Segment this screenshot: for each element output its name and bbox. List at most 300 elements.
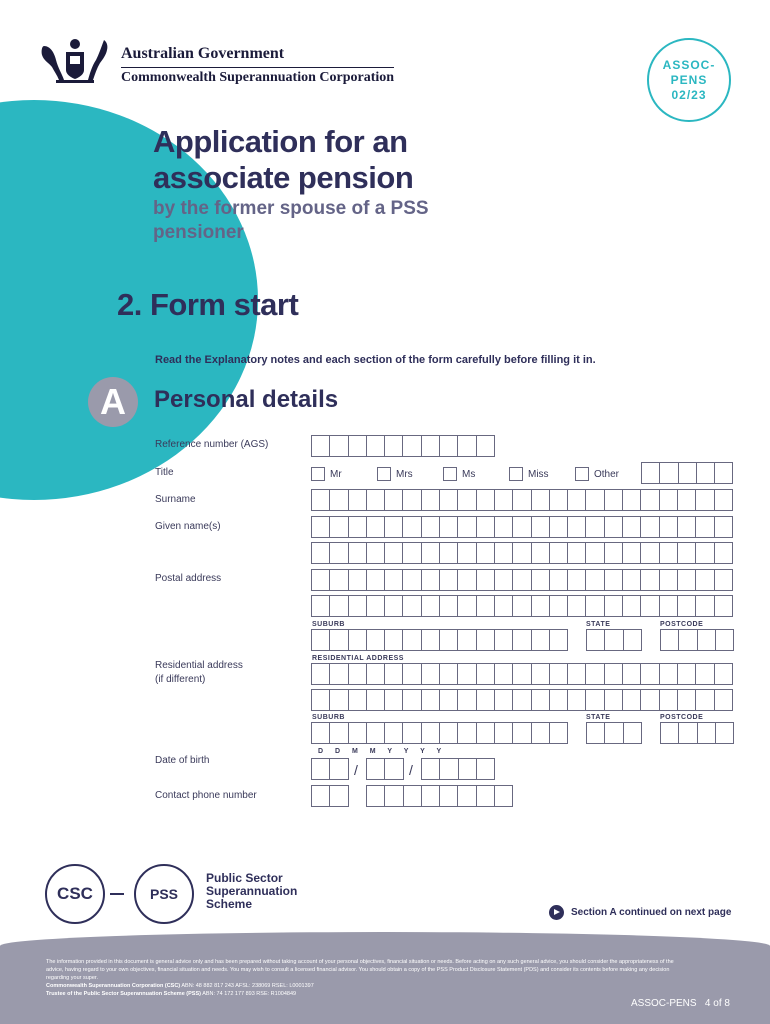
character-box[interactable]	[459, 758, 477, 780]
character-box[interactable]	[495, 663, 513, 685]
csc-logo	[45, 864, 105, 924]
title-mrs-checkbox[interactable]	[377, 467, 391, 481]
character-box[interactable]	[440, 785, 458, 807]
arrow-right-icon	[549, 905, 564, 920]
disclaimer-text: The information provided in this document is general advice only and has been prepared without taking account of your personal objectives, financial situation or needs. Before acting on any such general advice, you should consider the appropriateness of the advice, having regard to your own objectives, financial situation and needs. You may wish to consult a licensed financial advisor. You should obtain a copy of the PSS Product Disclosure Statement (PDS) and consider its contents before making any decision regarding your super.	[46, 959, 674, 981]
character-box[interactable]	[660, 569, 678, 591]
character-box[interactable]	[568, 663, 586, 685]
character-box[interactable]	[385, 516, 403, 538]
character-box[interactable]	[532, 722, 550, 744]
character-box[interactable]	[660, 489, 678, 511]
dob-month-field[interactable]	[366, 758, 404, 780]
residential-address-field-line1[interactable]	[311, 663, 733, 685]
character-box[interactable]	[458, 722, 476, 744]
character-box[interactable]	[422, 569, 440, 591]
pss-full-name: Public Sector Superannuation Scheme	[206, 871, 298, 911]
csc-entity-numbers: ABN: 48 882 817 243 AFSL: 238069 RSEL: L0001397	[181, 983, 314, 989]
character-box[interactable]	[550, 569, 568, 591]
character-box[interactable]	[422, 663, 440, 685]
character-box[interactable]	[605, 689, 623, 711]
given-names-field-line1[interactable]	[311, 516, 733, 538]
character-box[interactable]	[440, 629, 458, 651]
postal-suburb-field[interactable]	[311, 629, 568, 651]
character-box[interactable]	[367, 595, 385, 617]
character-box[interactable]	[605, 489, 623, 511]
character-box[interactable]	[458, 542, 476, 564]
character-box[interactable]	[385, 758, 403, 780]
character-box[interactable]	[513, 569, 531, 591]
continued-note: Section A continued on next page	[571, 907, 732, 918]
character-box[interactable]	[696, 569, 714, 591]
character-box[interactable]	[495, 785, 513, 807]
character-box[interactable]	[367, 569, 385, 591]
character-box[interactable]	[330, 595, 348, 617]
character-box[interactable]	[513, 722, 531, 744]
page-number: 4 of 8	[704, 998, 730, 1009]
surname-label: Surname	[155, 494, 196, 505]
character-box[interactable]	[440, 595, 458, 617]
character-box[interactable]	[349, 435, 367, 457]
character-box[interactable]	[586, 595, 604, 617]
character-box[interactable]	[349, 663, 367, 685]
character-box[interactable]	[385, 663, 403, 685]
character-box[interactable]	[586, 569, 604, 591]
phone-number-field[interactable]	[366, 785, 513, 807]
reference-number-field[interactable]	[311, 435, 495, 457]
character-box[interactable]	[587, 629, 605, 651]
title-miss-label: Miss	[528, 469, 549, 480]
character-box[interactable]	[605, 629, 623, 651]
character-box[interactable]	[641, 516, 659, 538]
agency-name: Commonwealth Superannuation Corporation	[121, 70, 395, 85]
given-names-label: Given name(s)	[155, 521, 221, 532]
character-box[interactable]	[422, 758, 440, 780]
character-box[interactable]	[568, 569, 586, 591]
character-box[interactable]	[623, 569, 641, 591]
character-box[interactable]	[385, 489, 403, 511]
character-box[interactable]	[696, 516, 714, 538]
character-box[interactable]	[660, 542, 678, 564]
title-other-checkbox[interactable]	[575, 467, 589, 481]
character-box[interactable]	[385, 569, 403, 591]
dob-separator-2: /	[409, 762, 413, 778]
character-box[interactable]	[678, 516, 696, 538]
character-box[interactable]	[477, 595, 495, 617]
character-box[interactable]	[715, 542, 733, 564]
character-box[interactable]	[458, 595, 476, 617]
character-box[interactable]	[422, 542, 440, 564]
character-box[interactable]	[477, 542, 495, 564]
character-box[interactable]	[641, 569, 659, 591]
character-box[interactable]	[661, 722, 679, 744]
character-box[interactable]	[624, 629, 642, 651]
character-box[interactable]	[312, 629, 330, 651]
character-box[interactable]	[679, 722, 697, 744]
character-box[interactable]	[698, 722, 716, 744]
character-box[interactable]	[330, 663, 348, 685]
character-box[interactable]	[605, 516, 623, 538]
residential-state-field[interactable]	[586, 722, 642, 744]
character-box[interactable]	[660, 689, 678, 711]
character-box[interactable]	[330, 689, 348, 711]
title-mrs-label: Mrs	[396, 469, 413, 480]
pss-logo	[134, 864, 194, 924]
character-box[interactable]	[586, 663, 604, 685]
character-box[interactable]	[312, 542, 330, 564]
character-box[interactable]	[385, 629, 403, 651]
character-box[interactable]	[349, 629, 367, 651]
character-box[interactable]	[513, 663, 531, 685]
character-box[interactable]	[440, 663, 458, 685]
pss-trustee-numbers: ABN: 74 172 177 893 RSE: R1004849	[202, 991, 297, 997]
character-box[interactable]	[404, 785, 422, 807]
character-box[interactable]	[696, 489, 714, 511]
character-box[interactable]	[458, 435, 476, 457]
character-box[interactable]	[623, 595, 641, 617]
character-box[interactable]	[660, 516, 678, 538]
character-box[interactable]	[367, 785, 385, 807]
character-box[interactable]	[605, 595, 623, 617]
character-box[interactable]	[678, 663, 696, 685]
character-box[interactable]	[495, 595, 513, 617]
character-box[interactable]	[385, 595, 403, 617]
character-box[interactable]	[568, 689, 586, 711]
postal-state-field[interactable]	[586, 629, 642, 651]
character-box[interactable]	[698, 629, 716, 651]
instructions-text: Read the Explanatory notes and each section of the form carefully before filling it in.	[155, 354, 596, 366]
character-box[interactable]	[312, 595, 330, 617]
character-box[interactable]	[623, 542, 641, 564]
character-box[interactable]	[440, 542, 458, 564]
title-ms-label: Ms	[462, 469, 476, 480]
character-box[interactable]	[477, 722, 495, 744]
character-box[interactable]	[330, 435, 348, 457]
character-box[interactable]	[458, 516, 476, 538]
character-box[interactable]	[586, 516, 604, 538]
character-box[interactable]	[568, 542, 586, 564]
character-box[interactable]	[422, 629, 440, 651]
character-box[interactable]	[623, 489, 641, 511]
page-footer-id	[631, 998, 730, 1009]
character-box[interactable]	[367, 689, 385, 711]
character-box[interactable]	[513, 516, 531, 538]
character-box[interactable]	[605, 569, 623, 591]
title-other-label: Other	[594, 469, 620, 480]
character-box[interactable]	[696, 689, 714, 711]
dob-day-field[interactable]	[311, 758, 349, 780]
character-box[interactable]	[403, 722, 421, 744]
character-box[interactable]	[586, 489, 604, 511]
phone-area-code-field[interactable]	[311, 785, 349, 807]
character-box[interactable]	[312, 516, 330, 538]
character-box[interactable]	[624, 722, 642, 744]
character-box[interactable]	[696, 595, 714, 617]
character-box[interactable]	[458, 689, 476, 711]
character-box[interactable]	[513, 629, 531, 651]
character-box[interactable]	[623, 516, 641, 538]
character-box[interactable]	[458, 489, 476, 511]
title-mr-label: Mr	[330, 469, 342, 480]
character-box[interactable]	[715, 489, 733, 511]
character-box[interactable]	[532, 689, 550, 711]
character-box[interactable]	[458, 629, 476, 651]
postal-state-label: STATE	[586, 621, 611, 628]
character-box[interactable]	[385, 785, 403, 807]
character-box[interactable]	[330, 569, 348, 591]
character-box[interactable]	[697, 462, 715, 484]
character-box[interactable]	[495, 569, 513, 591]
character-box[interactable]	[495, 489, 513, 511]
character-box[interactable]	[477, 663, 495, 685]
character-box[interactable]	[403, 569, 421, 591]
character-box[interactable]	[403, 435, 421, 457]
character-box[interactable]	[312, 689, 330, 711]
phone-label: Contact phone number	[155, 790, 257, 801]
character-box[interactable]	[403, 663, 421, 685]
character-box[interactable]	[550, 629, 568, 651]
character-box[interactable]	[532, 489, 550, 511]
character-box[interactable]	[440, 722, 458, 744]
residential-address-field-line2[interactable]	[311, 689, 733, 711]
character-box[interactable]	[532, 629, 550, 651]
coat-of-arms-icon	[36, 34, 114, 90]
character-box[interactable]	[458, 569, 476, 591]
character-box[interactable]	[587, 722, 605, 744]
character-box[interactable]	[532, 595, 550, 617]
character-box[interactable]	[696, 542, 714, 564]
residential-address-label: Residential address	[155, 660, 243, 671]
form-code: ASSOC-PENS 02/23	[662, 57, 716, 102]
character-box[interactable]	[513, 595, 531, 617]
postal-address-field-line2[interactable]	[311, 595, 733, 617]
character-box[interactable]	[422, 785, 440, 807]
character-box[interactable]	[568, 489, 586, 511]
character-box[interactable]	[440, 435, 458, 457]
character-box[interactable]	[330, 758, 348, 780]
csc-entity-label: Commonwealth Superannuation Corporation (CSC)	[46, 983, 181, 989]
character-box[interactable]	[568, 516, 586, 538]
character-box[interactable]	[495, 629, 513, 651]
logo-separator	[110, 893, 124, 895]
character-box[interactable]	[660, 462, 678, 484]
character-box[interactable]	[422, 516, 440, 538]
character-box[interactable]	[660, 663, 678, 685]
character-box[interactable]	[312, 785, 330, 807]
character-box[interactable]	[367, 516, 385, 538]
character-box[interactable]	[349, 595, 367, 617]
character-box[interactable]	[641, 595, 659, 617]
character-box[interactable]	[550, 516, 568, 538]
title-ms-checkbox[interactable]	[443, 467, 457, 481]
character-box[interactable]	[715, 516, 733, 538]
character-box[interactable]	[330, 516, 348, 538]
character-box[interactable]	[385, 689, 403, 711]
character-box[interactable]	[586, 542, 604, 564]
character-box[interactable]	[312, 569, 330, 591]
character-box[interactable]	[679, 462, 697, 484]
character-box[interactable]	[641, 542, 659, 564]
character-box[interactable]	[716, 629, 734, 651]
character-box[interactable]	[550, 595, 568, 617]
section-heading: 2. Form start	[117, 287, 299, 322]
character-box[interactable]	[330, 722, 348, 744]
character-box[interactable]	[513, 689, 531, 711]
character-box[interactable]	[422, 722, 440, 744]
character-box[interactable]	[385, 542, 403, 564]
character-box[interactable]	[403, 542, 421, 564]
character-box[interactable]	[477, 758, 495, 780]
character-box[interactable]	[477, 785, 495, 807]
character-box[interactable]	[696, 663, 714, 685]
character-box[interactable]	[605, 663, 623, 685]
character-box[interactable]	[678, 542, 696, 564]
character-box[interactable]	[678, 689, 696, 711]
character-box[interactable]	[422, 435, 440, 457]
character-box[interactable]	[641, 689, 659, 711]
government-title: Australian Government	[121, 45, 285, 62]
given-names-field-line2[interactable]	[311, 542, 733, 564]
character-box[interactable]	[440, 689, 458, 711]
character-box[interactable]	[495, 542, 513, 564]
character-box[interactable]	[367, 629, 385, 651]
character-box[interactable]	[678, 569, 696, 591]
character-box[interactable]	[477, 569, 495, 591]
character-box[interactable]	[330, 542, 348, 564]
character-box[interactable]	[349, 516, 367, 538]
character-box[interactable]	[477, 689, 495, 711]
character-box[interactable]	[330, 785, 348, 807]
character-box[interactable]	[440, 489, 458, 511]
character-box[interactable]	[532, 569, 550, 591]
character-box[interactable]	[349, 569, 367, 591]
dob-year-field[interactable]	[421, 758, 495, 780]
character-box[interactable]	[458, 785, 476, 807]
character-box[interactable]	[623, 663, 641, 685]
character-box[interactable]	[550, 489, 568, 511]
character-box[interactable]	[532, 663, 550, 685]
character-box[interactable]	[586, 689, 604, 711]
character-box[interactable]	[330, 489, 348, 511]
character-box[interactable]	[532, 542, 550, 564]
page-title: Application for an associate pension	[153, 124, 414, 195]
character-box[interactable]	[679, 629, 697, 651]
footer-disclaimer	[46, 958, 686, 998]
character-box[interactable]	[312, 435, 330, 457]
character-box[interactable]	[623, 689, 641, 711]
character-box[interactable]	[367, 542, 385, 564]
character-box[interactable]	[349, 542, 367, 564]
title-mr-checkbox[interactable]	[311, 467, 325, 481]
character-box[interactable]	[715, 663, 733, 685]
character-box[interactable]	[349, 722, 367, 744]
character-box[interactable]	[477, 489, 495, 511]
postal-address-field-line1[interactable]	[311, 569, 733, 591]
character-box[interactable]	[440, 758, 458, 780]
residential-suburb-field[interactable]	[311, 722, 568, 744]
character-box[interactable]	[715, 569, 733, 591]
character-box[interactable]	[385, 435, 403, 457]
character-box[interactable]	[349, 689, 367, 711]
residential-address-note: (if different)	[155, 674, 206, 685]
character-box[interactable]	[605, 722, 623, 744]
character-box[interactable]	[513, 542, 531, 564]
character-box[interactable]	[661, 629, 679, 651]
character-box[interactable]	[550, 722, 568, 744]
character-box[interactable]	[678, 489, 696, 511]
character-box[interactable]	[495, 689, 513, 711]
residential-postcode-label: POSTCODE	[660, 714, 704, 721]
character-box[interactable]	[495, 516, 513, 538]
character-box[interactable]	[477, 516, 495, 538]
character-box[interactable]	[716, 722, 734, 744]
character-box[interactable]	[715, 462, 733, 484]
character-box[interactable]	[312, 722, 330, 744]
character-box[interactable]	[403, 516, 421, 538]
character-box[interactable]	[422, 489, 440, 511]
character-box[interactable]	[440, 569, 458, 591]
character-box[interactable]	[715, 689, 733, 711]
character-box[interactable]	[532, 516, 550, 538]
character-box[interactable]	[641, 489, 659, 511]
postal-postcode-label: POSTCODE	[660, 621, 704, 628]
character-box[interactable]	[495, 722, 513, 744]
character-box[interactable]	[568, 595, 586, 617]
character-box[interactable]	[367, 758, 385, 780]
character-box[interactable]	[440, 516, 458, 538]
postal-address-label: Postal address	[155, 573, 222, 584]
character-box[interactable]	[403, 489, 421, 511]
character-box[interactable]	[458, 663, 476, 685]
character-box[interactable]	[367, 489, 385, 511]
character-box[interactable]	[550, 542, 568, 564]
surname-field[interactable]	[311, 489, 733, 511]
character-box[interactable]	[422, 595, 440, 617]
character-box[interactable]	[330, 629, 348, 651]
postal-postcode-field[interactable]	[660, 629, 734, 651]
character-box[interactable]	[403, 595, 421, 617]
character-box[interactable]	[715, 595, 733, 617]
character-box[interactable]	[385, 722, 403, 744]
character-box[interactable]	[349, 489, 367, 511]
character-box[interactable]	[367, 435, 385, 457]
residential-postcode-field[interactable]	[660, 722, 734, 744]
character-box[interactable]	[422, 689, 440, 711]
character-box[interactable]	[641, 663, 659, 685]
character-box[interactable]	[477, 435, 495, 457]
character-box[interactable]	[550, 663, 568, 685]
character-box[interactable]	[678, 595, 696, 617]
character-box[interactable]	[367, 663, 385, 685]
character-box[interactable]	[660, 595, 678, 617]
character-box[interactable]	[642, 462, 660, 484]
character-box[interactable]	[403, 629, 421, 651]
character-box[interactable]	[312, 758, 330, 780]
page-code: ASSOC-PENS	[631, 998, 697, 1009]
character-box[interactable]	[312, 663, 330, 685]
character-box[interactable]	[605, 542, 623, 564]
pss-trustee-label: Trustee of the Public Sector Superannuation Scheme (PSS)	[46, 991, 201, 997]
character-box[interactable]	[477, 629, 495, 651]
page-subtitle: by the former spouse of a PSS pensioner	[153, 198, 429, 243]
character-box[interactable]	[550, 689, 568, 711]
character-box[interactable]	[312, 489, 330, 511]
title-miss-checkbox[interactable]	[509, 467, 523, 481]
section-letter: A	[100, 381, 126, 422]
title-other-field[interactable]	[641, 462, 733, 484]
character-box[interactable]	[367, 722, 385, 744]
character-box[interactable]	[513, 489, 531, 511]
character-box[interactable]	[403, 689, 421, 711]
